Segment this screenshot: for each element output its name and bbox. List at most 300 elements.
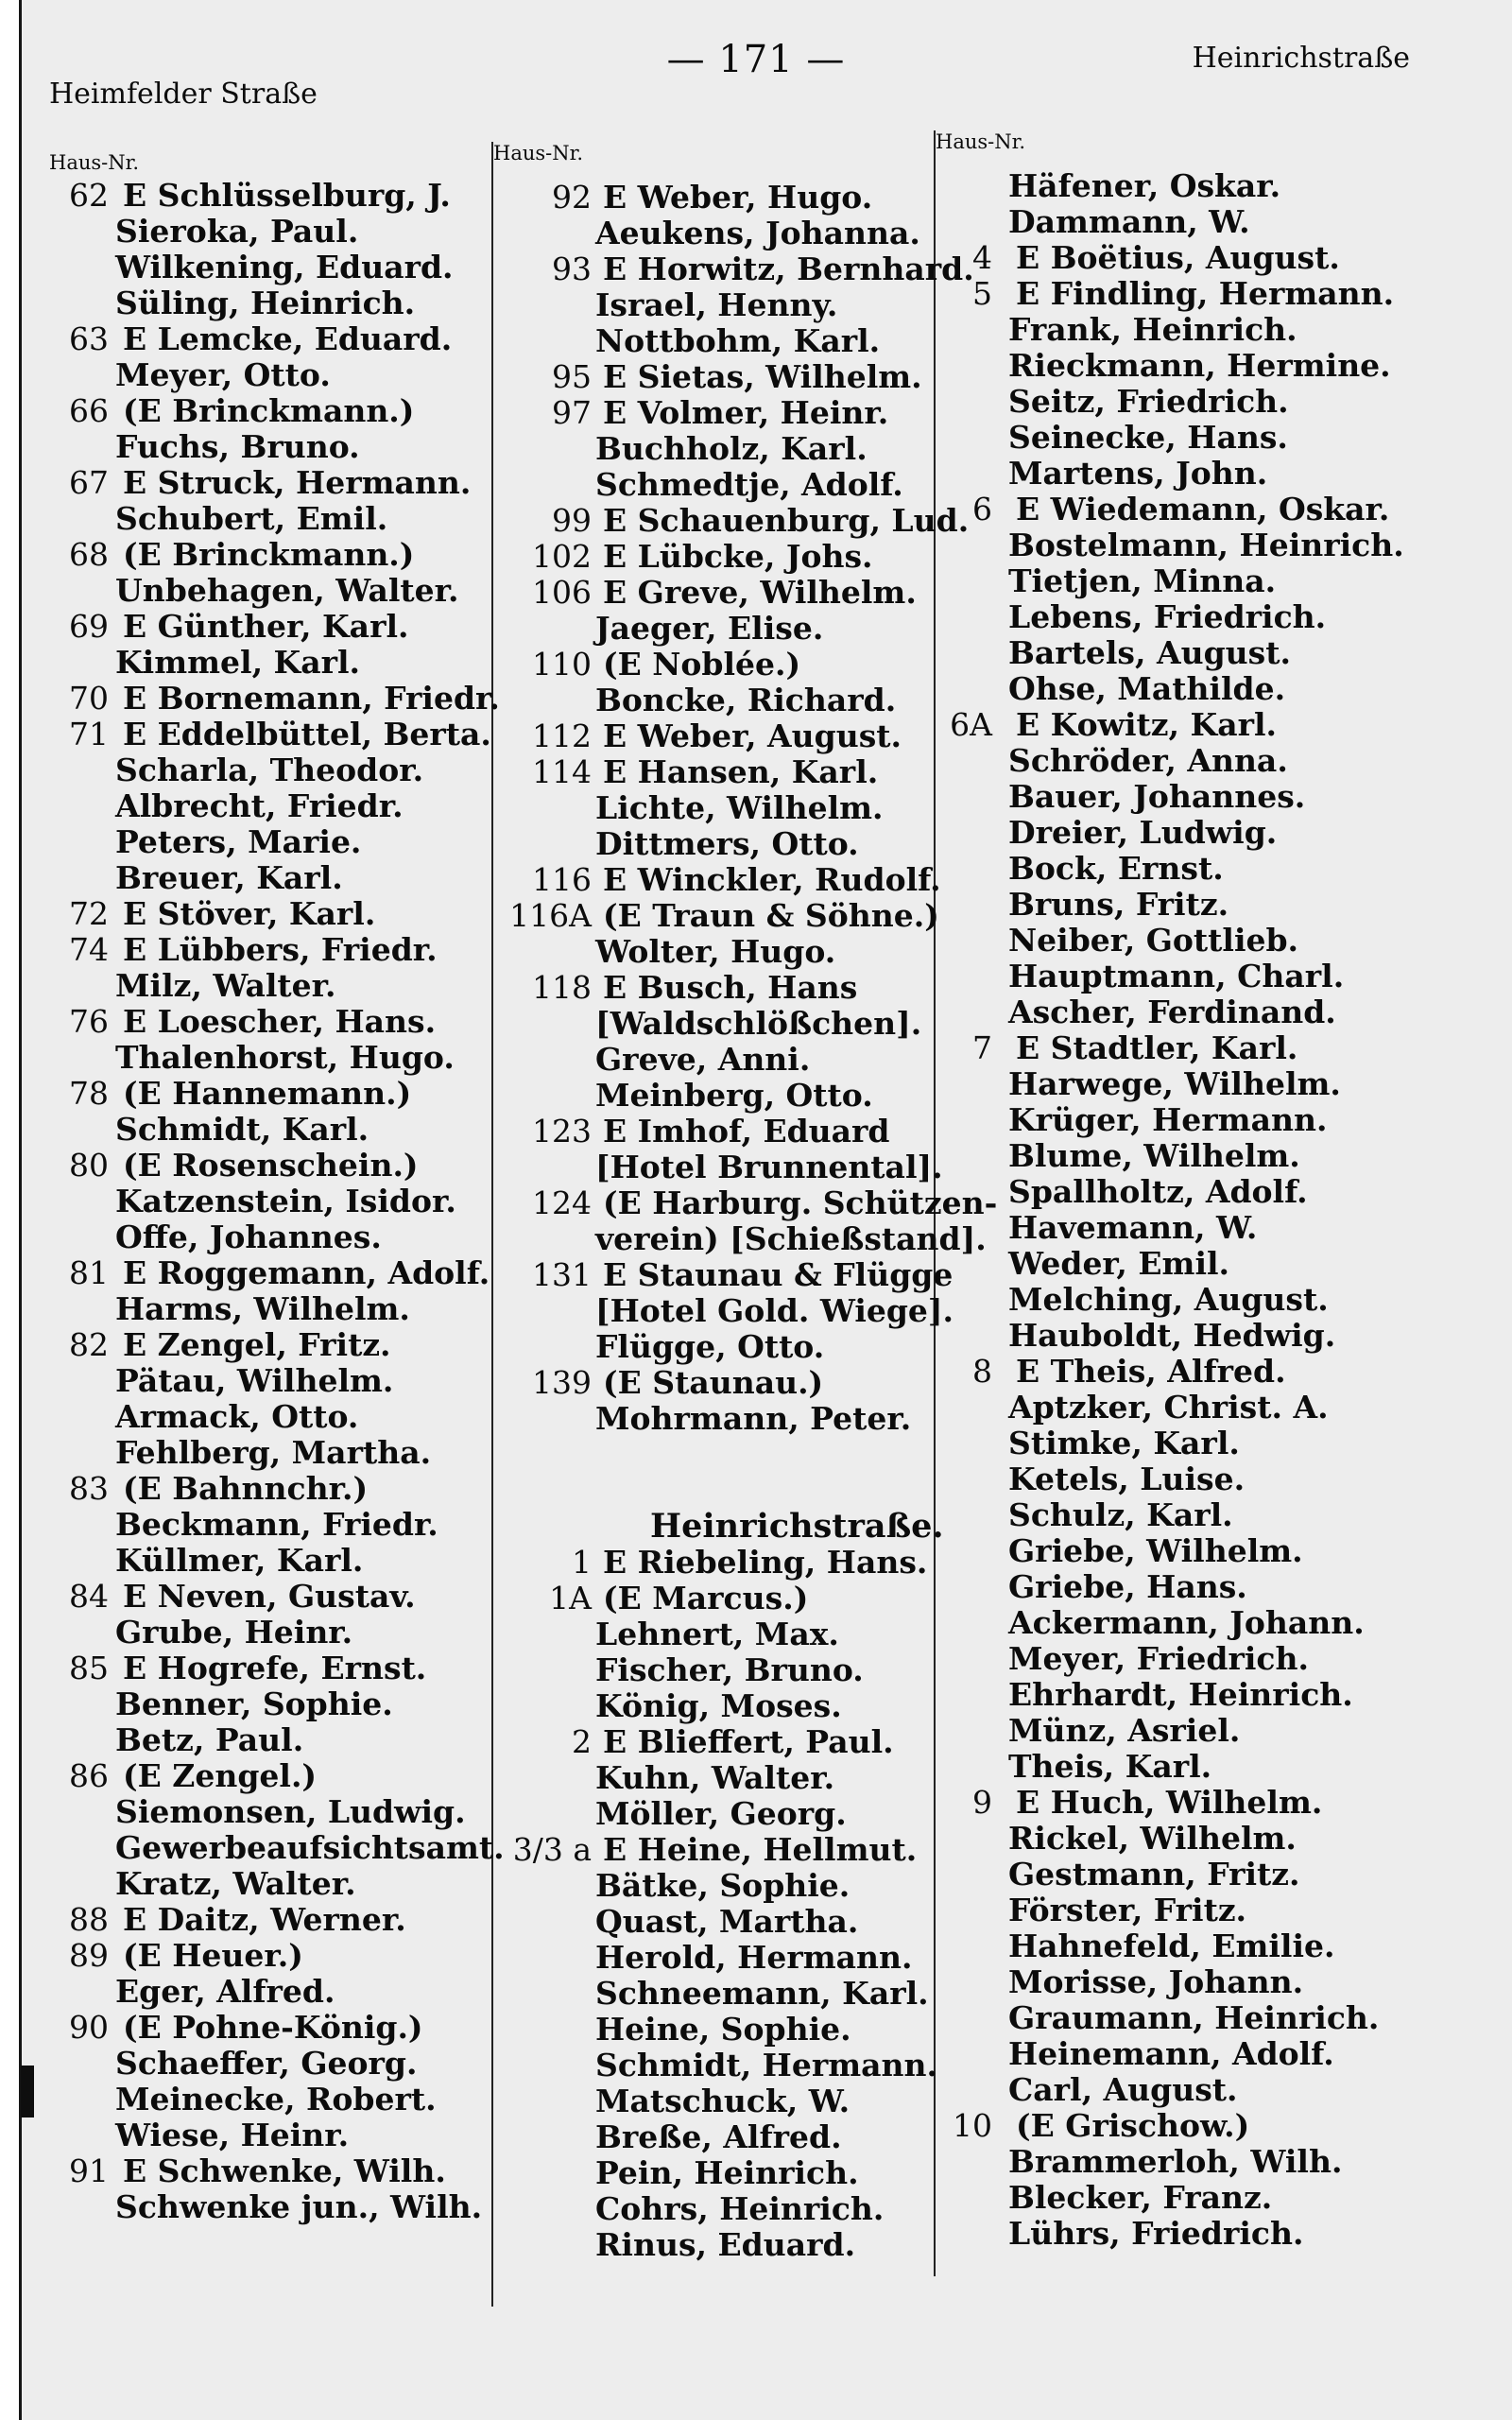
directory-entry (940, 1318, 1432, 1354)
directory-entry (38, 2082, 491, 2118)
directory-entry (940, 1210, 1432, 1246)
directory-entry (38, 1471, 491, 1507)
house-number: 124 (532, 1184, 592, 1221)
resident-name: Matschuck, W. (595, 2083, 850, 2119)
resident-name: Flügge, Otto. (595, 1328, 825, 1365)
column-3-header: Haus-Nr. (936, 130, 1026, 153)
directory-entry (497, 718, 932, 754)
directory-entry (940, 168, 1432, 204)
resident-name: Harms, Wilhelm. (115, 1290, 410, 1327)
directory-entry (940, 1785, 1432, 1821)
house-number: 6 (972, 491, 992, 527)
house-number: 68 (69, 536, 109, 573)
resident-name: Graumann, Heinrich. (1008, 1999, 1380, 2036)
resident-name: Münz, Asriel. (1008, 1712, 1241, 1749)
directory-entry (38, 609, 491, 645)
directory-entry (940, 1677, 1432, 1713)
directory-entry (940, 2180, 1432, 2216)
directory-entry (940, 1893, 1432, 1928)
directory-entry (940, 2216, 1432, 2252)
directory-entry (940, 779, 1432, 815)
resident-name: Benner, Sophie. (115, 1685, 393, 1722)
resident-name: Bauer, Johannes. (1008, 778, 1306, 815)
resident-name: Havemann, W. (1008, 1209, 1258, 1246)
directory-entry (497, 1688, 932, 1724)
directory-entry (497, 2047, 938, 2083)
resident-name: Bartels, August. (1008, 634, 1291, 671)
resident-name: E Lemcke, Eduard. (123, 320, 453, 357)
directory-entry (497, 611, 932, 647)
directory-entry (940, 1497, 1432, 1533)
resident-name: Wiese, Heinr. (115, 2117, 350, 2153)
house-number: 1 (572, 1544, 592, 1581)
resident-name: E Sietas, Wilhelm. (603, 358, 922, 395)
directory-entry (38, 1543, 491, 1579)
house-number: 102 (532, 538, 592, 575)
resident-name: Rickel, Wilhelm. (1008, 1820, 1297, 1857)
directory-entry (940, 384, 1432, 420)
directory-entry (497, 754, 932, 790)
house-number: 97 (552, 394, 592, 431)
running-head-left: Heimfelder Straße (49, 78, 318, 111)
resident-name: Wilkening, Eduard. (115, 249, 454, 285)
resident-name: Buchholz, Karl. (595, 430, 868, 467)
directory-entry (940, 815, 1432, 851)
directory-entry (38, 1363, 491, 1399)
resident-name: (E Grischow.) (1016, 2107, 1250, 2144)
directory-entry (940, 1749, 1432, 1785)
directory-entry (940, 1964, 1432, 2000)
resident-name: Quast, Martha. (595, 1903, 859, 1940)
directory-entry (940, 1713, 1432, 1749)
house-number: 106 (532, 574, 592, 611)
directory-entry (497, 1437, 932, 1473)
directory-entry (940, 2000, 1432, 2036)
resident-name: (E Harburg. Schützen- (603, 1184, 998, 1221)
directory-entry (38, 1291, 491, 1327)
resident-name: (E Traun & Söhne.) (603, 897, 939, 934)
directory-entry (497, 1401, 932, 1437)
column-2 (497, 179, 998, 2263)
directory-entry (497, 1940, 932, 1976)
resident-name: Israel, Henny. (595, 286, 838, 323)
resident-name: (E Zengel.) (123, 1757, 318, 1794)
resident-name: Gestmann, Fritz. (1008, 1856, 1300, 1893)
directory-entry (940, 527, 1432, 563)
directory-entry (38, 1399, 491, 1435)
house-number: 116A (509, 897, 592, 934)
directory-entry (497, 2012, 932, 2048)
directory-entry (38, 1615, 491, 1651)
directory-entry (497, 1760, 932, 1796)
resident-name: Thalenhorst, Hugo. (115, 1039, 455, 1076)
street-name: Heinrichstraße. (650, 1507, 944, 1546)
directory-entry (38, 1938, 491, 1974)
resident-name: Stimke, Karl. (1008, 1425, 1240, 1461)
directory-entry (497, 897, 939, 934)
house-number: 81 (69, 1254, 109, 1291)
resident-name: E Hogrefe, Ernst. (123, 1650, 427, 1686)
resident-name: Offe, Johannes. (115, 1219, 382, 1255)
resident-name: Aptzker, Christ. A. (1008, 1389, 1329, 1426)
resident-name: Meyer, Otto. (115, 356, 331, 393)
directory-entry (38, 1112, 491, 1148)
directory-entry (497, 1149, 943, 1185)
resident-name: Eger, Alfred. (115, 1973, 335, 2010)
resident-name: Frank, Heinrich. (1008, 311, 1297, 348)
resident-name: (E Staunau.) (603, 1364, 824, 1401)
resident-name: E Volmer, Heinr. (603, 394, 889, 431)
house-number: 114 (532, 753, 592, 790)
directory-entry (497, 1365, 932, 1401)
resident-name: König, Moses. (595, 1687, 842, 1724)
directory-entry (38, 1829, 505, 1866)
directory-entry (38, 896, 491, 932)
directory-entry (38, 214, 491, 250)
house-number: 139 (532, 1364, 592, 1401)
directory-entry (38, 2010, 491, 2046)
resident-name: Harwege, Wilhelm. (1008, 1065, 1341, 1102)
running-head-right: Heinrichstraße (1192, 42, 1410, 75)
resident-name: (E Brinckmann.) (123, 536, 415, 573)
resident-name: Schwenke jun., Wilh. (115, 2188, 483, 2225)
resident-name: Süling, Heinrich. (115, 285, 416, 321)
house-number: 89 (69, 1937, 109, 1974)
directory-entry (940, 1282, 1432, 1318)
directory-entry (497, 1581, 932, 1616)
house-number: 72 (69, 895, 109, 932)
resident-name: (E Noblée.) (603, 646, 801, 683)
house-number: 83 (69, 1470, 109, 1507)
directory-entry (940, 348, 1432, 384)
directory-entry (940, 1857, 1432, 1893)
directory-entry (38, 1722, 491, 1758)
resident-name: Pätau, Wilhelm. (115, 1362, 394, 1399)
resident-name: Armack, Otto. (115, 1398, 359, 1435)
house-number: 80 (69, 1147, 109, 1184)
directory-entry (940, 1390, 1432, 1426)
directory-entry (497, 575, 932, 611)
resident-name: Cohrs, Heinrich. (595, 2190, 885, 2227)
house-number: 67 (69, 464, 109, 501)
column-1-header: Haus-Nr. (49, 151, 140, 174)
resident-name: Theis, Karl. (1008, 1748, 1212, 1785)
resident-name: Unbehagen, Walter. (115, 572, 459, 609)
house-number: 9 (972, 1784, 992, 1821)
resident-name: Brammerloh, Wilh. (1008, 2143, 1343, 2180)
resident-name: Grube, Heinr. (115, 1614, 353, 1651)
directory-entry (497, 180, 932, 216)
house-number: 70 (69, 680, 109, 717)
resident-name: (E Pohne-König.) (123, 2009, 423, 2046)
resident-name: E Neven, Gustav. (123, 1578, 416, 1615)
directory-entry (940, 420, 1432, 456)
directory-entry (38, 1184, 491, 1219)
directory-entry (940, 492, 1432, 527)
directory-entry (38, 1076, 491, 1112)
directory-entry (497, 826, 932, 862)
resident-name: Bruns, Fritz. (1008, 886, 1229, 923)
house-number: 118 (532, 969, 592, 1006)
directory-entry (497, 431, 932, 467)
directory-entry (497, 395, 932, 431)
resident-name: Krüger, Hermann. (1008, 1101, 1328, 1138)
resident-name: E Stöver, Karl. (123, 895, 376, 932)
resident-name: E Imhof, Eduard (603, 1113, 890, 1150)
directory-entry (497, 970, 932, 1006)
resident-name: Blume, Wilhelm. (1008, 1137, 1300, 1174)
column-2-header: Haus-Nr. (493, 142, 584, 164)
resident-name: (E Heuer.) (123, 1937, 303, 1974)
directory-entry (38, 1148, 491, 1184)
column-3 (940, 168, 1432, 2252)
directory-entry (940, 923, 1432, 959)
resident-name: Albrecht, Friedr. (115, 787, 404, 824)
directory-entry (38, 968, 491, 1004)
resident-name: Kimmel, Karl. (115, 644, 361, 681)
house-number: 7 (972, 1029, 992, 1066)
directory-entry (497, 2227, 932, 2263)
directory-entry (940, 1821, 1432, 1857)
directory-entry (38, 1758, 491, 1794)
directory-entry (497, 1832, 932, 1868)
resident-name: E Lübbers, Friedr. (123, 931, 438, 968)
resident-name: Breße, Alfred. (595, 2118, 842, 2155)
resident-name: Ackermann, Johann. (1008, 1604, 1365, 1641)
resident-name: Ehrhardt, Heinrich. (1008, 1676, 1353, 1713)
directory-entry (497, 2155, 932, 2191)
directory-entry (940, 887, 1432, 923)
resident-name: Dittmers, Otto. (595, 825, 859, 862)
resident-name: E Struck, Hermann. (123, 464, 472, 501)
directory-entry (38, 932, 491, 968)
street-heading (497, 1507, 944, 1546)
directory-entry (940, 1426, 1432, 1461)
directory-entry (940, 1928, 1432, 1964)
resident-name: Rinus, Eduard. (595, 2226, 856, 2263)
resident-name: Boncke, Richard. (595, 682, 897, 718)
resident-name: Dreier, Ludwig. (1008, 814, 1278, 851)
directory-entry (38, 2189, 491, 2225)
resident-name: E Schauenburg, Lud. (603, 502, 970, 539)
resident-name: Seinecke, Hans. (1008, 419, 1288, 456)
resident-name: Schubert, Emil. (115, 500, 388, 537)
resident-name: E Hansen, Karl. (603, 753, 879, 790)
resident-name: Herold, Hermann. (595, 1939, 913, 1976)
directory-entry (940, 1102, 1432, 1138)
house-number: 78 (69, 1075, 109, 1112)
directory-entry (940, 276, 1432, 312)
resident-name: Siemonsen, Ludwig. (115, 1793, 466, 1830)
resident-name: (E Hannemann.) (123, 1075, 412, 1112)
directory-entry (940, 671, 1432, 707)
directory-entry (497, 1724, 932, 1760)
resident-name: E Kowitz, Karl. (1016, 706, 1277, 743)
directory-entry (940, 204, 1432, 240)
directory-entry (940, 1605, 1432, 1641)
directory-entry (38, 501, 491, 537)
directory-entry (940, 312, 1432, 348)
resident-name: Bock, Ernst. (1008, 850, 1224, 887)
house-number: 86 (69, 1757, 109, 1794)
resident-name: Lichte, Wilhelm. (595, 789, 884, 826)
resident-name: E Blieffert, Paul. (603, 1723, 894, 1760)
resident-name: Hauboldt, Hedwig. (1008, 1317, 1336, 1354)
house-number: 3/3 a (512, 1831, 592, 1868)
column-divider-1 (491, 142, 493, 2307)
directory-entry (38, 1974, 491, 2010)
directory-entry (497, 1006, 932, 1042)
resident-name: Mohrmann, Peter. (595, 1400, 912, 1437)
directory-entry (497, 1616, 932, 1652)
house-number: 76 (69, 1003, 109, 1040)
resident-name: Hauptmann, Charl. (1008, 958, 1345, 994)
directory-entry (38, 1651, 491, 1686)
directory-entry (497, 1473, 932, 1509)
resident-name: Gewerbeaufsichtsamt. (115, 1829, 505, 1866)
resident-name: E Staunau & Flügge (603, 1256, 954, 1293)
resident-name: Spallholtz, Adolf. (1008, 1173, 1308, 1210)
resident-name: Milz, Walter. (115, 967, 336, 1004)
house-number: 90 (69, 2009, 109, 2046)
resident-name: Häfener, Oskar. (1008, 167, 1281, 204)
directory-entry (38, 1327, 491, 1363)
directory-entry (940, 2144, 1432, 2180)
resident-name: [Waldschlößchen]. (595, 1005, 922, 1042)
resident-name: (E Bahnnchr.) (123, 1470, 369, 1507)
directory-entry (38, 2046, 491, 2082)
resident-name: Lebens, Friedrich. (1008, 598, 1327, 635)
directory-entry (38, 1794, 491, 1830)
house-number: 69 (69, 608, 109, 645)
resident-name: E Boëtius, August. (1016, 239, 1340, 276)
directory-entry (497, 467, 932, 503)
resident-name: Scharla, Theodor. (115, 752, 424, 788)
directory-entry (38, 357, 491, 393)
resident-name: Schmedtje, Adolf. (595, 466, 903, 503)
directory-entry (497, 1184, 998, 1221)
directory-entry (940, 456, 1432, 492)
resident-name: E Bornemann, Friedr. (123, 680, 500, 717)
resident-name: Meinberg, Otto. (595, 1077, 873, 1114)
directory-entry (497, 1652, 932, 1688)
house-number: 82 (69, 1326, 109, 1363)
resident-name: Kratz, Walter. (115, 1865, 356, 1902)
directory-entry (497, 539, 932, 575)
resident-name: verein) [Schießstand]. (595, 1220, 987, 1257)
directory-entry (497, 1042, 932, 1078)
resident-name: E Loescher, Hans. (123, 1003, 437, 1040)
directory-entry (940, 1461, 1432, 1497)
resident-name: Heine, Sophie. (595, 2011, 851, 2048)
directory-entry (940, 1066, 1432, 1102)
resident-name: Meinecke, Robert. (115, 2081, 437, 2118)
house-number: 1A (549, 1580, 592, 1616)
directory-entry (497, 1220, 987, 1257)
resident-name: Kuhn, Walter. (595, 1759, 835, 1796)
resident-name: Schröder, Anna. (1008, 742, 1288, 779)
directory-entry (497, 1114, 932, 1150)
house-number: 71 (69, 716, 109, 752)
directory-entry (940, 743, 1432, 779)
resident-name: Dammann, W. (1008, 203, 1250, 240)
directory-entry (940, 959, 1432, 994)
directory-entry (940, 2036, 1432, 2072)
house-number: 85 (69, 1650, 109, 1686)
resident-name: Beckmann, Friedr. (115, 1506, 438, 1543)
directory-entry (38, 860, 491, 896)
resident-name: Schneemann, Karl. (595, 1975, 929, 2012)
directory-entry (497, 251, 974, 287)
directory-entry (38, 178, 491, 214)
resident-name: Griebe, Hans. (1008, 1568, 1247, 1605)
house-number: 4 (972, 239, 992, 276)
house-number: 2 (572, 1723, 592, 1760)
resident-name: Lührs, Friedrich. (1008, 2215, 1304, 2252)
directory-entry (940, 851, 1432, 887)
resident-name: Ascher, Ferdinand. (1008, 994, 1336, 1030)
directory-entry (497, 502, 970, 539)
resident-name: Martens, John. (1008, 455, 1268, 492)
directory-entry (38, 1902, 491, 1938)
resident-name: Heinemann, Adolf. (1008, 2035, 1334, 2072)
directory-entry (38, 1219, 491, 1255)
directory-entry (497, 934, 932, 970)
resident-name: Morisse, Johann. (1008, 1963, 1304, 2000)
directory-entry (497, 216, 932, 251)
directory-entry (38, 752, 491, 788)
directory-entry (940, 707, 1432, 743)
directory-entry (38, 537, 491, 573)
resident-name: Schmidt, Karl. (115, 1111, 369, 1148)
directory-entry (497, 790, 932, 826)
house-number: 74 (69, 931, 109, 968)
directory-entry (497, 1256, 954, 1293)
directory-entry (497, 861, 941, 898)
resident-name: [Hotel Gold. Wiege]. (595, 1292, 954, 1329)
directory-entry (940, 1030, 1432, 1066)
resident-name: Tietjen, Minna. (1008, 562, 1277, 599)
house-number: 99 (552, 502, 592, 539)
directory-entry (38, 250, 491, 285)
resident-name: Fuchs, Bruno. (115, 428, 360, 465)
resident-name: Nottbohm, Karl. (595, 322, 881, 359)
resident-name: [Hotel Brunnental]. (595, 1149, 943, 1185)
directory-entry (497, 1329, 932, 1365)
directory-entry (38, 1866, 491, 1902)
directory-entry (497, 1976, 932, 2012)
resident-name: E Stadtler, Karl. (1016, 1029, 1298, 1066)
resident-name: E Heine, Hellmut. (603, 1831, 918, 1868)
directory-entry (497, 323, 932, 359)
resident-name: E Weber, Hugo. (603, 179, 873, 216)
resident-name: E Roggemann, Adolf. (123, 1254, 490, 1291)
house-number: 112 (532, 717, 592, 754)
house-number: 5 (972, 275, 992, 312)
house-number: 88 (69, 1901, 109, 1938)
directory-entry (38, 573, 491, 609)
directory-entry (497, 2083, 932, 2119)
directory-entry (38, 1686, 491, 1722)
directory-entry (940, 1174, 1432, 1210)
directory-entry (497, 2119, 932, 2155)
house-number: 116 (532, 861, 592, 898)
resident-name: Meyer, Friedrich. (1008, 1640, 1309, 1677)
column-1 (38, 177, 505, 2225)
house-number: 84 (69, 1578, 109, 1615)
house-number: 63 (69, 320, 109, 357)
resident-name: E Busch, Hans (603, 969, 858, 1006)
